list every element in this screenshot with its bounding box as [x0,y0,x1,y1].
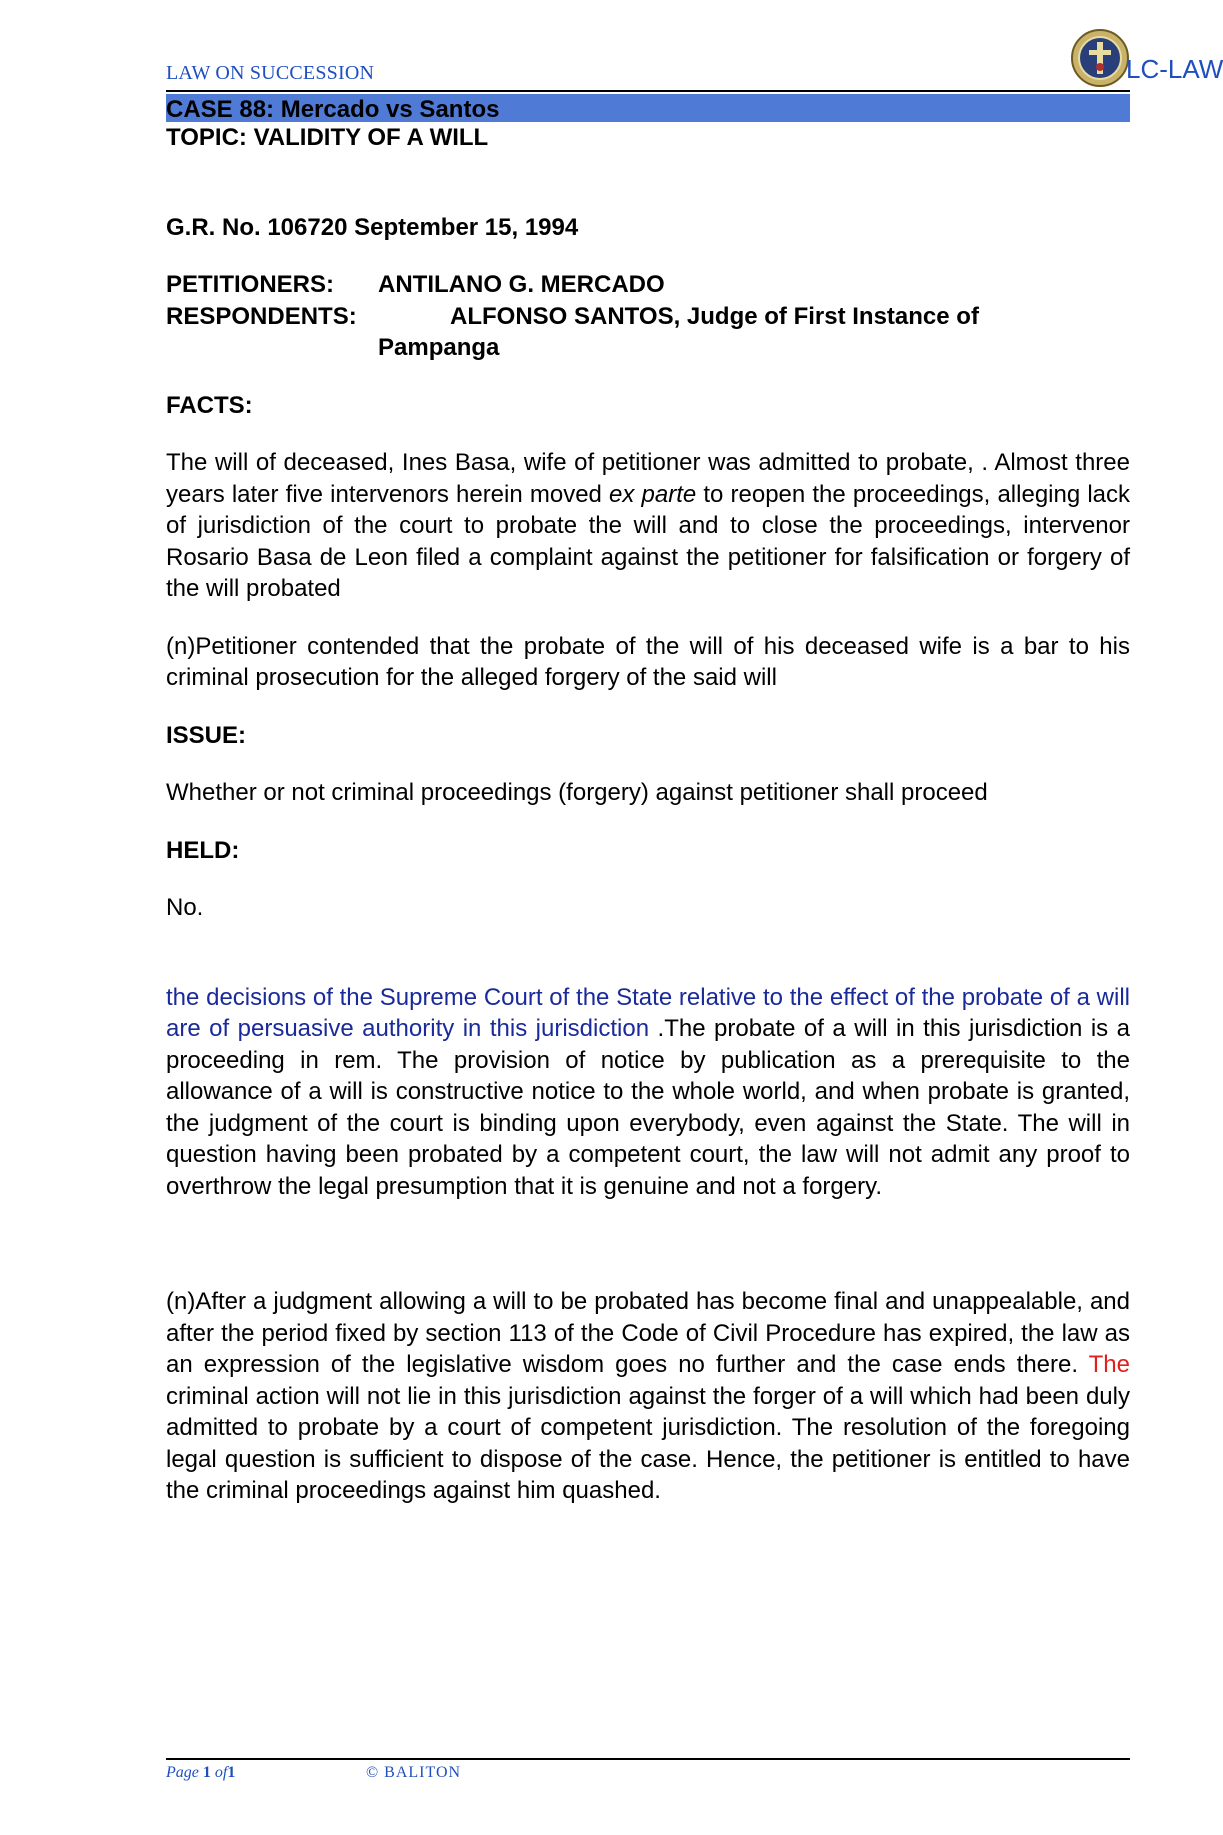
logo [1070,28,1223,88]
case-title-bar [166,94,1130,122]
page-indicator [166,1764,235,1782]
held-p2-text-a: (n)After a judgment allowing a will to be probated has become final and unappealable, and after the period fixed by section 113 of the Code of Civil Procedure has expired, the law as an expression of the legislative wisdom goes no further and the case ends there. [166,1288,1130,1378]
document-body [166,122,1130,1507]
petitioners-value: ANTILANO G. MERCADO [378,271,665,298]
held-heading: HELD: [166,836,240,864]
issue-text: Whether or not criminal proceedings (forgery) against petitioner shall proceed [166,779,988,806]
held-paragraph-1 [166,982,1130,1203]
parties [166,269,1130,364]
respondents-continuation: Pampanga [378,334,500,361]
of-word: of [214,1764,228,1781]
case-title: CASE 88: Mercado vs Santos [166,96,500,123]
held-p2-red: The [1088,1351,1130,1378]
facts-text-a: The will of deceased, Ines Basa, wife of petitioner was admitted to probate, . Almost three years later five intervenors herein moved [166,449,1130,508]
header-title: LAW ON SUCCESSION [166,62,375,84]
topic: TOPIC: VALIDITY OF A WILL [166,124,489,151]
facts-paragraph-1 [166,447,1130,605]
issue-heading: ISSUE: [166,721,247,749]
held-paragraph-2 [166,1286,1130,1507]
respondents-label: RESPONDENTS: [166,302,357,330]
facts-italic: ex parte [609,480,697,508]
page-word: Page [166,1764,199,1781]
held-answer: No. [166,894,204,921]
held-text: .The probate of a will in this jurisdiction is a proceeding in rem. The provision of notice by publication as a prerequisite to the allowance of a will is constructive notice to the whole world, and when probate is granted, the judgment of the court is binding upon everybody, even against the State. The will in question having been probated by a competent court, the law will not admit any proof to overthrow the legal presumption that it is genuine and not a forgery. [166,1015,1130,1200]
facts-heading: FACTS: [166,391,253,419]
respondents-row [166,301,1130,333]
gr-number: G.R. No. 106720 September 15, 1994 [166,213,579,241]
petitioners-label: PETITIONERS: [166,271,335,298]
page-footer [166,1758,1130,1800]
page-total: 1 [227,1764,236,1781]
held-p2-text-b: criminal action will not lie in this jurisdiction against the forger of a will which had been duly admitted to probate by a court of competent jurisdiction. The resolution of the foregoing legal question is sufficient to dispose of the case. Hence, the petitioner is entitled to have the criminal proceedings against him quashed. [166,1382,1130,1504]
held-blue-text: the decisions of the Supreme Court of the State relative to the effect of the probate of a will are of persuasive authority in this jurisdiction [166,983,1130,1042]
page-number: 1 [202,1764,211,1781]
facts-paragraph-2: (n)Petitioner contended that the probate of the will of his deceased wife is a bar to his criminal prosecution for the alleged forgery of the said will [166,632,1130,691]
logo-text: LC-LAW [1126,54,1223,84]
seal-icon [1070,28,1130,88]
respondents-value: ALFONSO SANTOS, Judge of First Instance of [450,302,979,330]
petitioners-row [166,269,1130,301]
facts-text-b: to reopen the proceedings, alleging lack of jurisdiction of the court to probate the will and to close the proceedings, intervenor Rosario Basa de Leon filed a complaint against the petitioner for falsification or forgery of the will probated [166,480,1131,602]
page-header [166,54,1223,92]
copyright: © BALITON [366,1764,462,1781]
